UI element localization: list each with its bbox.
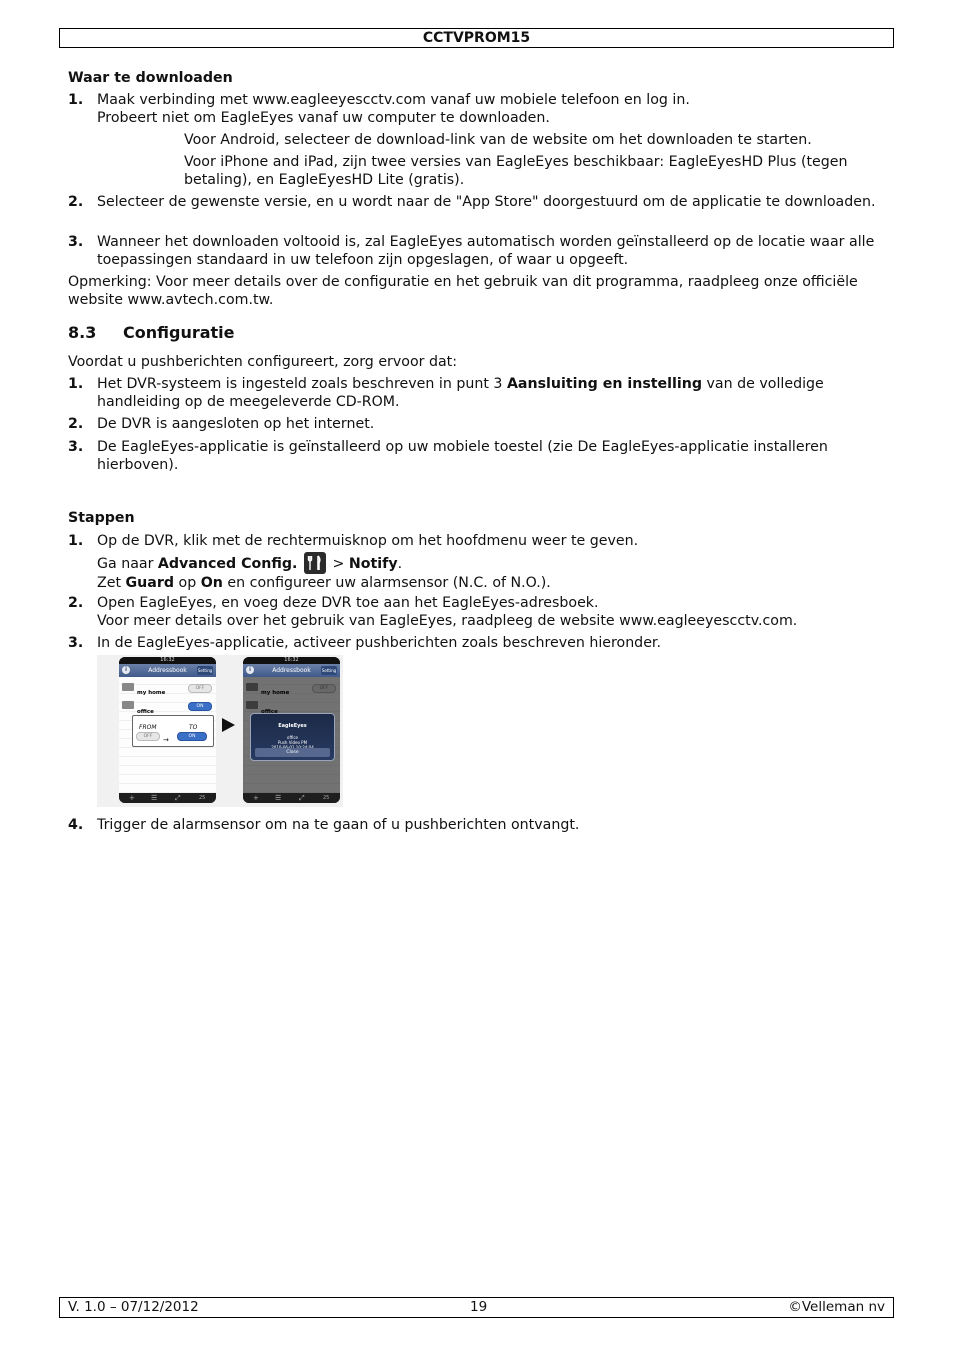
list-icon: ☰: [151, 794, 158, 802]
to-label: TO: [189, 724, 198, 731]
item-line: [97, 552, 887, 574]
calendar-icon: 25: [323, 795, 330, 801]
config-intro: Voordat u pushberichten configureert, zorg ervoor dat:: [68, 354, 458, 370]
list-number: 3.: [68, 635, 84, 651]
page-number: 19: [470, 1299, 488, 1315]
row-label: my home: [137, 690, 166, 696]
list-item: Trigger de alarmsensor om na te gaan of u pushberichten ontvangt.: [97, 817, 580, 833]
item-text: >: [327, 556, 349, 572]
item-line: Maak verbinding met www.eagleeyescctv.com vanaf uw mobiele telefoon en log in.: [97, 92, 690, 108]
setting-button: Setting: [197, 668, 213, 673]
menu-notify: Notify: [348, 556, 398, 572]
item-text: en configureer uw alarmsensor (N.C. of N.O.).: [222, 575, 551, 591]
list-number: 2.: [68, 595, 84, 611]
list-item: Selecteer de gewenste versie, en u wordt naar de "App Store" doorgestuurd om de applicatie te downloaden.: [97, 194, 876, 210]
item-text: op: [174, 575, 201, 591]
list-item: De EagleEyes-applicatie is geïnstalleerd op uw mobiele toestel (zie De EagleEyes-applicatie installeren hierboven).: [97, 439, 828, 473]
toggle-on: ON: [177, 732, 207, 741]
expand-icon: ⤢: [175, 794, 181, 802]
list-item: [97, 375, 887, 411]
item-text: .: [397, 556, 403, 572]
list-number: 3.: [68, 439, 84, 455]
list-number: 2.: [68, 416, 84, 432]
list-item: [97, 594, 887, 630]
list-item: In de EagleEyes-applicatie, activeer pushberichten zoals beschreven hieronder.: [97, 635, 661, 651]
list-number: 2.: [68, 194, 84, 210]
nav-bar-title: Addressbook: [119, 664, 216, 677]
setting-button: Setting: [321, 668, 337, 673]
item-text: Zet: [97, 575, 126, 591]
advanced-config-icon: [304, 552, 326, 574]
list-item: [97, 532, 887, 592]
dvr-icon: [122, 683, 134, 691]
alert-line: Push Video PM: [277, 740, 308, 745]
item-text: van de volledige handleiding op de meegeleverde CD-ROM.: [97, 376, 824, 410]
phone-screenshots-figure: [97, 655, 343, 807]
remark-paragraph: Opmerking: Voor meer details over de configuratie en het gebruik van dit programma, raadpleeg onze officiële website www.avtech.com.tw.: [68, 274, 858, 308]
nav-bar-title: Addressbook: [243, 664, 340, 677]
alert-title: EagleEyes: [278, 723, 307, 729]
list-item: Wanneer het downloaden voltooid is, zal EagleEyes automatisch worden geïnstalleerd op de locatie waar alle toepassingen standaard in uw telefoon zijn opgeslagen, of waar u opgeeft.: [97, 234, 875, 268]
page-header: CCTVPROM15: [59, 28, 894, 48]
on-label: On: [200, 575, 223, 591]
phone-push-alert: [243, 657, 340, 803]
row-label: office: [137, 709, 154, 715]
item-line: Voor meer details over het gebruik van EagleEyes, raadpleeg de website www.eagleeyescctv.com.: [97, 613, 798, 629]
phone-addressbook: [119, 657, 216, 803]
dvr-icon: [122, 701, 134, 709]
push-alert-dialog: [250, 713, 335, 761]
list-item: De DVR is aangesloten op het internet.: [97, 416, 375, 432]
android-note: Voor Android, selecteer de download-link van de website om het downloaden te starten.: [184, 132, 812, 148]
list-icon: ☰: [275, 794, 282, 802]
footer-version: V. 1.0 – 07/12/2012: [68, 1299, 199, 1315]
item-text: Het DVR-systeem is ingesteld zoals beschreven in punt 3: [97, 376, 507, 392]
item-bold: Aansluiting en instelling: [506, 376, 703, 392]
item-line: Probeert niet om EagleEyes vanaf uw computer te downloaden.: [97, 110, 550, 126]
item-line: Op de DVR, klik met de rechtermuisknop om het hoofdmenu weer te geven.: [97, 533, 639, 549]
list-number: 3.: [68, 234, 84, 250]
list-number: 4.: [68, 817, 84, 833]
from-to-callout: [132, 715, 214, 747]
section-title: Configuratie: [123, 323, 235, 342]
toggle-on: ON: [188, 702, 212, 711]
steps-heading: Stappen: [68, 510, 135, 526]
list-number: 1.: [68, 92, 84, 108]
iphone-note: Voor iPhone and iPad, zijn twee versies van EagleEyes beschikbaar: EagleEyesHD Plus (tegen betaling), en EagleEyesHD Lite (gratis).: [184, 154, 848, 188]
arrow-right-icon: →: [163, 736, 169, 744]
guard-label: Guard: [125, 575, 175, 591]
info-icon: i: [246, 666, 254, 674]
info-icon: i: [122, 666, 130, 674]
list-item: [97, 91, 887, 127]
download-heading: Waar te downloaden: [68, 70, 233, 86]
expand-icon: ⤢: [299, 794, 305, 802]
toggle-off: OFF: [136, 732, 160, 741]
add-icon: +: [253, 794, 259, 802]
close-button: Close: [255, 748, 330, 757]
section-heading: [68, 324, 235, 342]
add-icon: +: [129, 794, 135, 802]
play-arrow-icon: [222, 718, 235, 732]
from-label: FROM: [139, 724, 157, 731]
status-bar: 16:32: [119, 657, 216, 664]
alert-line: office: [287, 735, 298, 740]
list-number: 1.: [68, 376, 84, 392]
addressbook-list: [119, 677, 216, 793]
menu-advanced-config: Advanced Config.: [157, 556, 298, 572]
calendar-icon: 25: [199, 795, 206, 801]
item-line: [97, 574, 887, 592]
footer-copyright: ©Velleman nv: [788, 1299, 885, 1315]
item-text: Ga naar: [97, 556, 158, 572]
toggle-off: OFF: [188, 684, 212, 693]
tab-bar: [243, 793, 340, 803]
page-footer: [59, 1297, 894, 1318]
status-bar: 16:32: [243, 657, 340, 664]
tab-bar: [119, 793, 216, 803]
item-line: Open EagleEyes, en voeg deze DVR toe aan het EagleEyes-adresboek.: [97, 595, 599, 611]
section-number: 8.3: [68, 323, 97, 342]
list-number: 1.: [68, 533, 84, 549]
